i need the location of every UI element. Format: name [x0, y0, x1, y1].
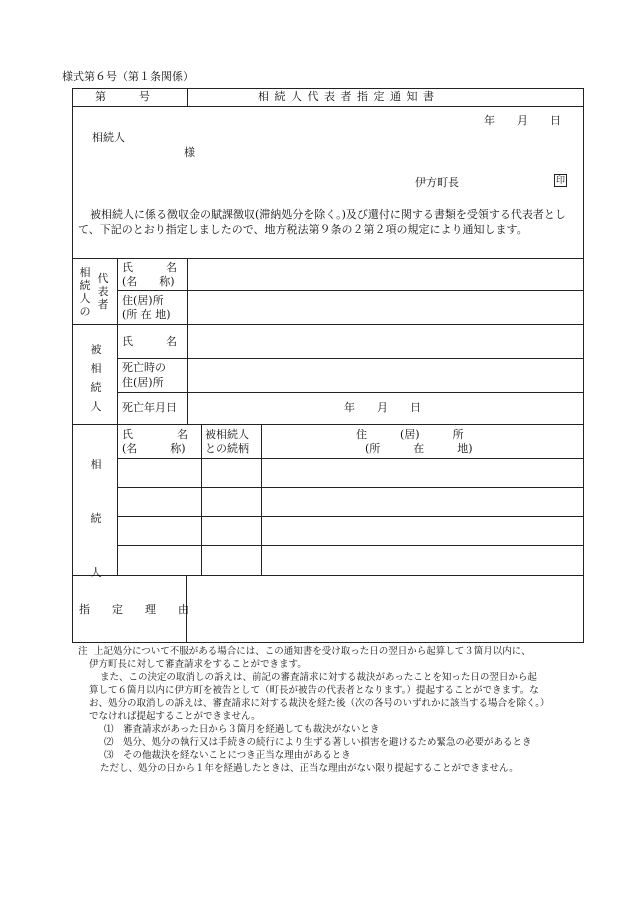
- deceased-address-field[interactable]: [189, 360, 582, 390]
- note-line: 上記処分について不服がある場合には、この通知書を受け取った日の翌日から起算して３箇月以内に、: [94, 646, 531, 657]
- heir-relation-cell[interactable]: [203, 489, 259, 514]
- divider: [72, 575, 584, 576]
- seal-mark: 印: [555, 176, 565, 186]
- rep-name-field[interactable]: [189, 260, 582, 288]
- note-line: 算して６箇月以内に伊方町を被告として（町長が被告の代表者となります。）提起することができます。な: [89, 685, 539, 696]
- divider: [72, 258, 584, 259]
- heirs-col-relation-alt: との続柄: [205, 442, 249, 455]
- heir-address-cell[interactable]: [263, 518, 582, 543]
- rep-address-label: 住(居)所: [122, 294, 164, 307]
- note-item: ⑴ 審査請求があった日から３箇月を経過しても裁決がないとき: [104, 724, 380, 735]
- note-item: ⑶ その他裁決を経ないことにつき正当な理由があるとき: [104, 750, 351, 761]
- note-line: また、この決定の取消しの訴えは、前記の審査請求に対する裁決があったことを知った日の翌日から起: [100, 672, 537, 683]
- divider: [201, 424, 202, 575]
- notification-body: 被相続人に係る徴収金の賦課徴収(滞納処分を除く。)及び還付に関する書類を受領する代表者として、下記のとおり指定しましたので、地方税法第９条の２第２項の規定により通知します。: [78, 208, 566, 236]
- heirs-col-name: 氏 名: [122, 428, 188, 441]
- divider: [261, 424, 262, 575]
- note-line: でなければ提起することができません。: [89, 711, 261, 722]
- rep-name-label-alt: (名 称): [122, 275, 175, 288]
- number-label: 第 号: [95, 90, 150, 103]
- heir-address-cell[interactable]: [263, 547, 582, 572]
- heir-name-cell[interactable]: [119, 518, 199, 543]
- divider: [117, 458, 584, 459]
- heir-name-cell[interactable]: [119, 460, 199, 485]
- heir-address-cell[interactable]: [263, 489, 582, 514]
- honorific: 様: [184, 146, 195, 159]
- rep-name-label: 氏 名: [122, 261, 177, 274]
- heirs-col-name-alt: (名 称): [122, 442, 186, 455]
- note-item: ⑵ 処分、処分の執行又は手続きの続行により生ずる著しい損害を避けるため緊急の必要があるとき: [104, 737, 532, 748]
- document-title: 相 続 人 代 表 者 指 定 通 知 書: [258, 90, 435, 103]
- divider: [187, 88, 188, 106]
- heirs-col-address: 住 (居) 所: [356, 428, 464, 441]
- heir-relation-cell[interactable]: [203, 518, 259, 543]
- death-date-value: 年 月 日: [344, 401, 421, 414]
- note-line: お、処分の取消しの訴えは、審査請求に対する裁決を経た後（次の各号のいずれかに該当する場合を除く。）: [89, 698, 550, 709]
- heirs-col-address-alt: (所 在 地): [365, 442, 473, 455]
- deceased-address-label: 死亡時の: [122, 361, 166, 374]
- heir-relation-cell[interactable]: [203, 547, 259, 572]
- deceased-name-field[interactable]: [189, 326, 582, 356]
- divider: [187, 258, 188, 424]
- heir-name-cell[interactable]: [119, 547, 199, 572]
- notes-marker: 注: [78, 646, 88, 657]
- heir-name-cell[interactable]: [119, 489, 199, 514]
- representative-section-label-col1: 相続人の: [79, 266, 91, 318]
- date-line: 年 月 日: [484, 114, 561, 127]
- reason-field[interactable]: [188, 577, 582, 641]
- divider: [117, 487, 584, 488]
- divider: [117, 545, 584, 546]
- rep-address-field[interactable]: [189, 292, 582, 322]
- heir-address-cell[interactable]: [263, 460, 582, 485]
- note-line: 伊方町長に対して審査請求をすることができます。: [89, 659, 307, 670]
- form-label: 様式第６号（第１条関係）: [62, 70, 194, 83]
- divider: [72, 424, 584, 425]
- deceased-name-label: 氏 名: [122, 335, 177, 348]
- heir-label: 相続人: [92, 131, 125, 144]
- reason-label: 指 定 理 由: [79, 603, 189, 616]
- rep-address-label-alt: (所 在 地): [122, 308, 171, 321]
- divider: [72, 324, 584, 325]
- heirs-section-label: 相続人: [90, 458, 102, 579]
- sender-name: 伊方町長: [415, 176, 459, 189]
- note-line: ただし、処分の日から１年を経過したときは、正当な理由がない限り提起することができません。: [100, 763, 519, 774]
- divider: [72, 106, 584, 107]
- deceased-section-label: 被相続人: [90, 343, 102, 413]
- divider: [117, 258, 118, 575]
- death-date-label: 死亡年月日: [122, 401, 177, 414]
- representative-section-label-col2: 代表者: [97, 272, 109, 311]
- heir-relation-cell[interactable]: [203, 460, 259, 485]
- divider: [117, 516, 584, 517]
- deceased-address-label-alt: 住(居)所: [122, 376, 164, 389]
- heirs-col-relation: 被相続人: [205, 428, 249, 441]
